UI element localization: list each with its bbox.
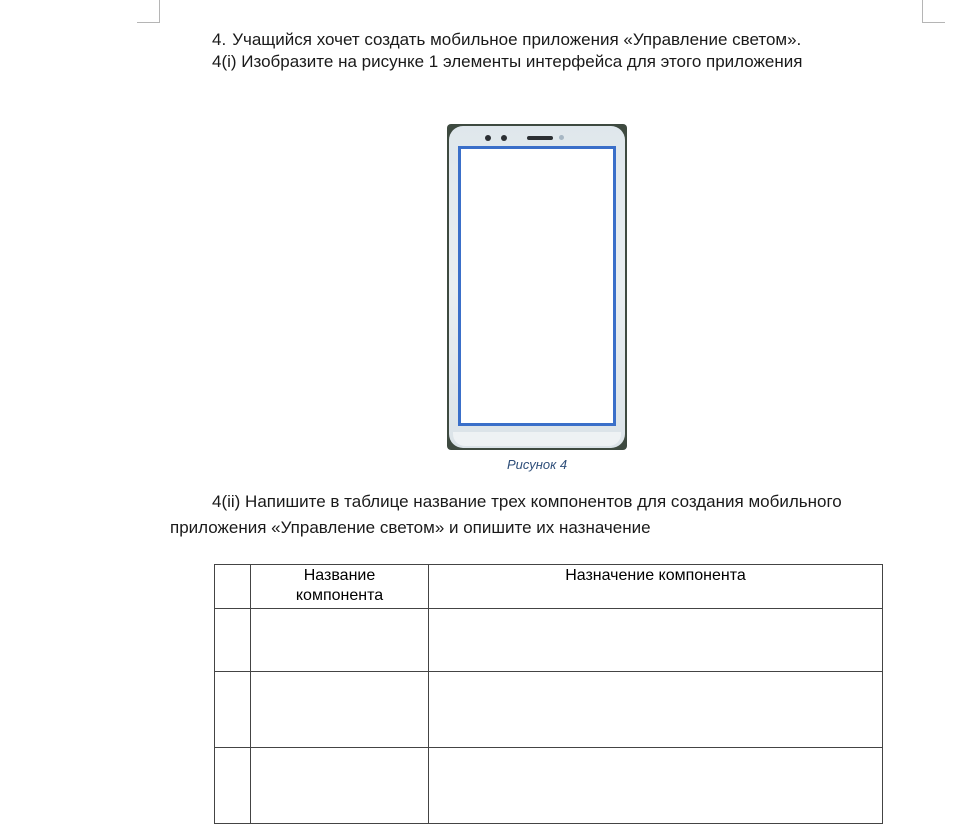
header-component-name: Название компонента: [295, 567, 384, 604]
table-cell[interactable]: [251, 748, 429, 824]
phone-screen: [458, 146, 616, 426]
sensor-icon: [559, 135, 564, 140]
components-table: [214, 564, 883, 824]
phone-body: [449, 126, 625, 448]
speaker-icon: [527, 136, 553, 140]
table-cell[interactable]: [429, 609, 883, 672]
table-header-row: [215, 565, 883, 609]
table-header-cell: Назначение компонента: [429, 565, 883, 609]
front-camera-icon: [501, 135, 507, 141]
front-camera-icon: [485, 135, 491, 141]
table-row: [215, 672, 883, 748]
phone-bottom-bezel: [453, 432, 621, 446]
question-4-text: Учащийся хочет создать мобильное приложения «Управление светом». 4(i) Изобразите на рисунке 1 элементы интерфейса для этого приложения: [212, 30, 803, 71]
table-cell[interactable]: [429, 748, 883, 824]
table-header-cell: [251, 565, 429, 609]
table-cell[interactable]: [429, 672, 883, 748]
question-4: [212, 29, 812, 73]
table-row: [215, 609, 883, 672]
page-corner-mark-right: [922, 0, 945, 23]
question-4ii: 4(ii) Напишите в таблице название трех компонентов для создания мобильного приложения «Управление светом» и опишите их назначение: [170, 492, 842, 537]
table-cell[interactable]: [251, 672, 429, 748]
table-cell[interactable]: [215, 748, 251, 824]
figure-caption: Рисунок 4: [506, 457, 568, 472]
table-cell[interactable]: [215, 672, 251, 748]
question-number: 4.: [212, 30, 227, 49]
table-header-cell: [215, 565, 251, 609]
table-cell[interactable]: [215, 609, 251, 672]
page-corner-mark-left: [137, 0, 160, 23]
phone-figure: [447, 124, 627, 450]
table-row: [215, 748, 883, 824]
table-cell[interactable]: [251, 609, 429, 672]
